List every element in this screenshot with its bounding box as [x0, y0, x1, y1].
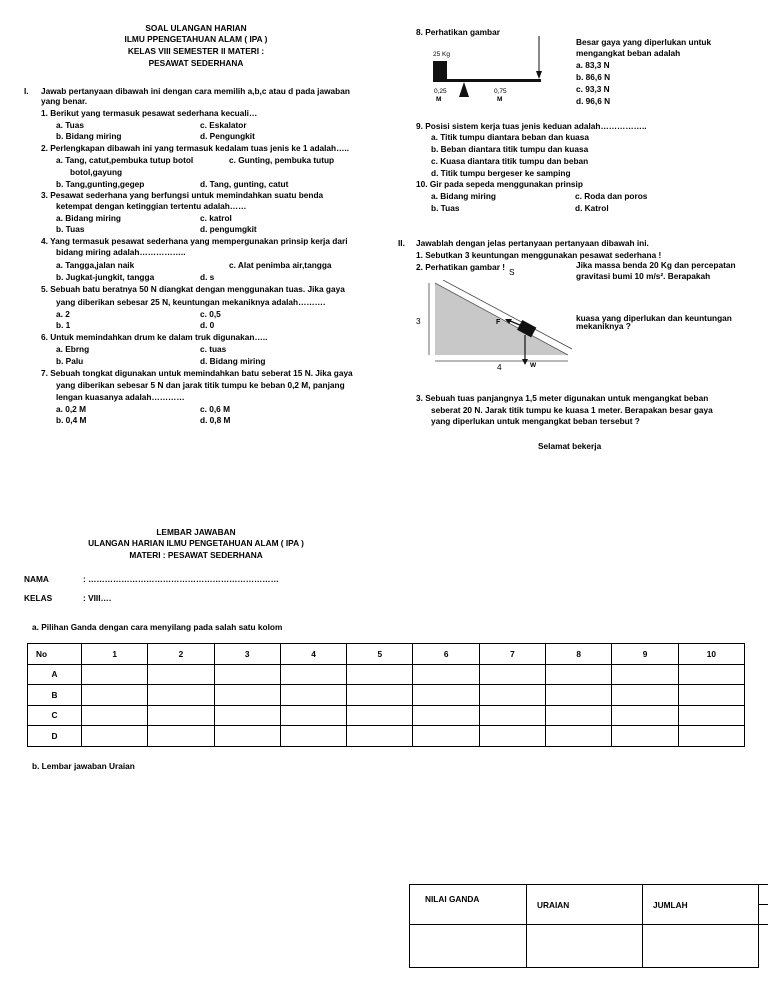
answer-cell[interactable] — [148, 705, 214, 726]
answer-cell[interactable] — [612, 726, 678, 747]
score-cell-total[interactable] — [643, 925, 759, 968]
grid-row-label: A — [28, 664, 82, 685]
essay-3: 3. Sebuah tuas panjangnya 1,5 meter digunakan untuk mengangkat beban — [416, 393, 709, 403]
answer-cell[interactable] — [546, 726, 612, 747]
header-title: SOAL ULANGAN HARIAN — [145, 23, 247, 33]
grid-header-col: 1 — [82, 644, 148, 665]
q8-option-d: d. 96,6 N — [576, 96, 611, 106]
grid-header-col: 9 — [612, 644, 678, 665]
answer-cell[interactable] — [413, 705, 479, 726]
answer-cell[interactable] — [479, 685, 545, 706]
answer-cell[interactable] — [678, 664, 744, 685]
section2-number: II. — [398, 238, 405, 248]
question-7: 7. Sebuah tongkat digunakan untuk memindahkan batu seberat 15 N. Jika gaya — [41, 368, 353, 378]
name-label: NAMA — [24, 574, 49, 584]
question-3: 3. Pesawat sederhana yang berfungsi untuk memindahkan suatu benda — [41, 190, 324, 200]
score-col-multiple-choice: NILAI GANDA — [410, 885, 527, 925]
score-col-total: JUMLAH — [643, 885, 759, 925]
section1-instruction-2: yang benar. — [41, 96, 88, 106]
grid-header-col: 8 — [546, 644, 612, 665]
question-7-cont: yang diberikan sebesar 5 N dan jarak titik tumpu ke beban 0,2 M, panjang — [56, 380, 345, 390]
incline-label-w: W — [530, 362, 537, 369]
score-value-row — [410, 925, 768, 968]
q9-option-d: d. Titik tumpu bergeser ke samping — [431, 168, 571, 178]
answer-cell[interactable] — [612, 705, 678, 726]
answer-cell[interactable] — [347, 685, 413, 706]
answer-cell[interactable] — [347, 726, 413, 747]
answer-cell[interactable] — [214, 705, 280, 726]
header-material: PESAWAT SEDERHANA — [148, 58, 244, 68]
answer-grid-row — [28, 685, 745, 706]
q10-option-d: d. Katrol — [575, 203, 609, 213]
incline-label-f: F — [496, 319, 501, 326]
q5-option-d: d. 0 — [200, 320, 215, 330]
score-cell-essay[interactable] — [527, 925, 643, 968]
answer-cell[interactable] — [280, 685, 346, 706]
lever-beam — [433, 79, 541, 82]
question-2: 2. Perlengkapan dibawah ini yang termasuk kedalam tuas jenis ke 1 adalah….. — [41, 143, 350, 153]
incline-label-height: 3 — [416, 316, 421, 326]
lever-mass-label: 25 Kg — [433, 51, 450, 58]
question-4: 4. Yang termasuk pesawat sederhana yang mempergunakan prinsip kerja dari — [41, 236, 348, 246]
answer-cell[interactable] — [413, 685, 479, 706]
q2-option-a: a. Tang, catut,pembuka tutup botol — [56, 155, 194, 165]
q3-option-b: b. Tuas — [56, 224, 85, 234]
grid-header-col: 4 — [280, 644, 346, 665]
fulcrum-triangle — [459, 82, 469, 97]
lever-unit-1: M — [436, 96, 442, 103]
weight-arrow-head — [522, 359, 528, 365]
grid-header-col: 2 — [148, 644, 214, 665]
answer-sheet-material: MATERI : PESAWAT SEDERHANA — [129, 550, 263, 560]
q10-option-a: a. Bidang miring — [431, 191, 496, 201]
answer-cell[interactable] — [479, 726, 545, 747]
essay-2-description-3: kuasa yang diperlukan dan keuntungan — [576, 313, 732, 323]
q2-option-a-cont: botol,gayung — [70, 167, 123, 177]
answer-cell[interactable] — [280, 726, 346, 747]
question-5: 5. Sebuah batu beratnya 50 N diangkat dengan menggunakan tuas. Jika gaya — [41, 284, 345, 294]
q6-option-d: d. Bidang miring — [200, 356, 266, 366]
answer-cell[interactable] — [82, 726, 148, 747]
class-field[interactable]: : VIII…. — [83, 593, 112, 603]
answer-cell[interactable] — [678, 726, 744, 747]
answer-cell[interactable] — [546, 664, 612, 685]
answer-cell[interactable] — [214, 664, 280, 685]
essay-2-description: Jika massa benda 20 Kg dan percepatan — [576, 260, 736, 270]
q6-option-b: b. Palu — [56, 356, 84, 366]
answer-cell[interactable] — [82, 664, 148, 685]
question-8: 8. Perhatikan gambar — [416, 27, 500, 37]
answer-cell[interactable] — [82, 685, 148, 706]
question-6: 6. Untuk memindahkan drum ke dalam truk digunakan….. — [41, 332, 268, 342]
answer-cell[interactable] — [148, 685, 214, 706]
grid-row-label: D — [28, 726, 82, 747]
q7-option-c: c. 0,6 M — [200, 404, 230, 414]
q6-option-c: c. tuas — [200, 344, 227, 354]
section2-instruction: Jawablah dengan jelas pertanyaan pertanyaan dibawah ini. — [416, 238, 649, 248]
answer-cell[interactable] — [413, 664, 479, 685]
answer-cell[interactable] — [612, 664, 678, 685]
closing-text: Selamat bekerja — [538, 441, 602, 451]
q10-option-c: c. Roda dan poros — [575, 191, 648, 201]
section1-instruction: Jawab pertanyaan dibawah ini dengan cara memilih a,b,c atau d pada jawaban — [41, 86, 350, 96]
answer-part-a: a. Pilihan Ganda dengan cara menyilang pada salah satu kolom — [32, 622, 283, 632]
q1-option-c: c. Eskalator — [200, 120, 247, 130]
grid-header-no: No — [28, 644, 82, 665]
grid-header-col: 10 — [678, 644, 744, 665]
answer-cell[interactable] — [479, 705, 545, 726]
q4-option-a: a. Tangga,jalan naik — [56, 260, 135, 270]
question-9: 9. Posisi sistem kerja tuas jenis keduan adalah…………….. — [416, 121, 647, 131]
question-10: 10. Gir pada sepeda menggunakan prinsip — [416, 179, 583, 189]
q3-option-c: c. katrol — [200, 213, 232, 223]
grid-header-col: 3 — [214, 644, 280, 665]
q8-option-a: a. 83,3 N — [576, 60, 610, 70]
q4-option-d: d. s — [200, 272, 215, 282]
lever-unit-2: M — [497, 96, 503, 103]
q9-option-a: a. Titik tumpu diantara beban dan kuasa — [431, 132, 589, 142]
essay-3-cont: seberat 20 N. Jarak titik tumpu ke kuasa 1 meter. Berapakan besar gaya — [431, 405, 713, 415]
q8-description-2: mengangkat beban adalah — [576, 48, 681, 58]
section1-number: I. — [24, 86, 29, 96]
answer-cell[interactable] — [214, 685, 280, 706]
essay-3-cont-2: yang diperlukan untuk mengangkat beban tersebut ? — [431, 416, 640, 426]
q1-option-d: d. Pengungkit — [200, 131, 255, 141]
lever-distance-2: 0,75 — [494, 88, 507, 95]
incline-label-base: 4 — [497, 362, 502, 372]
answer-cell[interactable] — [479, 664, 545, 685]
q9-option-c: c. Kuasa diantara titik tumpu dan beban — [431, 156, 589, 166]
q7-option-b: b. 0,4 M — [56, 415, 87, 425]
class-label: KELAS — [24, 593, 53, 603]
answer-sheet-subject: ULANGAN HARIAN ILMU PENGETAHUAN ALAM ( IPA ) — [88, 538, 304, 548]
question-4-cont: bidang miring adalah…………….. — [56, 247, 186, 257]
question-7-cont-2: lengan kuasanya adalah………… — [56, 392, 185, 402]
incline-label-s: S — [509, 267, 515, 277]
q5-option-c: c. 0,5 — [200, 309, 221, 319]
answer-grid-header-row — [28, 644, 745, 665]
name-field[interactable]: : …………………………………………………………… — [83, 574, 279, 584]
lever-distance-1: 0,25 — [434, 88, 447, 95]
answer-cell[interactable] — [413, 726, 479, 747]
q1-option-a: a. Tuas — [56, 120, 84, 130]
score-table — [409, 884, 768, 968]
answer-grid-row — [28, 664, 745, 685]
grid-row-label: B — [28, 685, 82, 706]
question-5-cont: yang diberikan sebesar 25 N, keuntungan mekaniknya adalah………. — [56, 297, 326, 307]
answer-cell[interactable] — [546, 705, 612, 726]
header-subject: ILMU PPENGETAHUAN ALAM ( IPA ) — [124, 34, 268, 44]
score-header-row — [410, 885, 768, 925]
score-col-essay: URAIAN — [527, 885, 643, 925]
q8-description: Besar gaya yang diperlukan untuk — [576, 37, 712, 47]
q7-option-d: d. 0,8 M — [200, 415, 231, 425]
answer-cell[interactable] — [546, 685, 612, 706]
q4-option-c: c. Alat penimba air,tangga — [229, 260, 332, 270]
answer-cell[interactable] — [148, 726, 214, 747]
answer-cell[interactable] — [280, 664, 346, 685]
q3-option-d: d. pengumgkit — [200, 224, 257, 234]
answer-cell[interactable] — [612, 685, 678, 706]
q5-option-b: b. 1 — [56, 320, 71, 330]
header-class: KELAS VIII SEMESTER II MATERI : — [127, 46, 265, 56]
answer-cell[interactable] — [280, 705, 346, 726]
effort-arrow-head — [536, 71, 542, 79]
grid-header-col: 6 — [413, 644, 479, 665]
answer-sheet-title: LEMBAR JAWABAN — [156, 527, 236, 537]
question-1: 1. Berikut yang termasuk pesawat sederhana kecuali… — [41, 108, 258, 118]
answer-part-b: b. Lembar jawaban Uraian — [32, 761, 135, 771]
q2-option-d: d. Tang, gunting, catut — [200, 179, 289, 189]
answer-cell[interactable] — [214, 726, 280, 747]
essay-2-description-2: gravitasi bumi 10 m/s². Berapakah — [576, 271, 711, 281]
lever-load-mass — [433, 61, 447, 80]
question-3-cont: ketempat dengan ketinggian tertentu adalah…… — [56, 201, 247, 211]
answer-cell[interactable] — [347, 705, 413, 726]
essay-2-description-4: mekaniknya ? — [576, 321, 631, 331]
q10-option-b: b. Tuas — [431, 203, 460, 213]
q8-option-c: c. 93,3 N — [576, 84, 610, 94]
grid-row-label: C — [28, 705, 82, 726]
q4-option-b: b. Jugkat-jungkit, tangga — [56, 272, 155, 282]
score-cell-multiple-choice[interactable] — [410, 925, 527, 968]
q8-option-b: b. 86,6 N — [576, 72, 611, 82]
grid-header-col: 5 — [347, 644, 413, 665]
score-cell-extra — [759, 925, 768, 968]
answer-cell[interactable] — [678, 685, 744, 706]
q7-option-a: a. 0,2 M — [56, 404, 86, 414]
q6-option-a: a. Ebrng — [56, 344, 90, 354]
q2-option-c: c. Gunting, pembuka tutup — [229, 155, 335, 165]
score-col-extra — [759, 885, 768, 925]
q9-option-b: b. Beban diantara titik tumpu dan kuasa — [431, 144, 589, 154]
essay-2: 2. Perhatikan gambar ! — [416, 262, 505, 272]
essay-1: 1. Sebutkan 3 keuntungan menggunakan pesawat sederhana ! — [416, 250, 662, 260]
grid-header-col: 7 — [479, 644, 545, 665]
multiple-choice-answer-grid — [27, 643, 745, 747]
q2-option-b: b. Tang,gunting,gegep — [56, 179, 145, 189]
answer-cell[interactable] — [678, 705, 744, 726]
q1-option-b: b. Bidang miring — [56, 131, 122, 141]
answer-cell[interactable] — [347, 664, 413, 685]
q3-option-a: a. Bidang miring — [56, 213, 121, 223]
answer-grid-row — [28, 726, 745, 747]
answer-cell[interactable] — [148, 664, 214, 685]
answer-cell[interactable] — [82, 705, 148, 726]
answer-grid-row — [28, 705, 745, 726]
q5-option-a: a. 2 — [56, 309, 70, 319]
